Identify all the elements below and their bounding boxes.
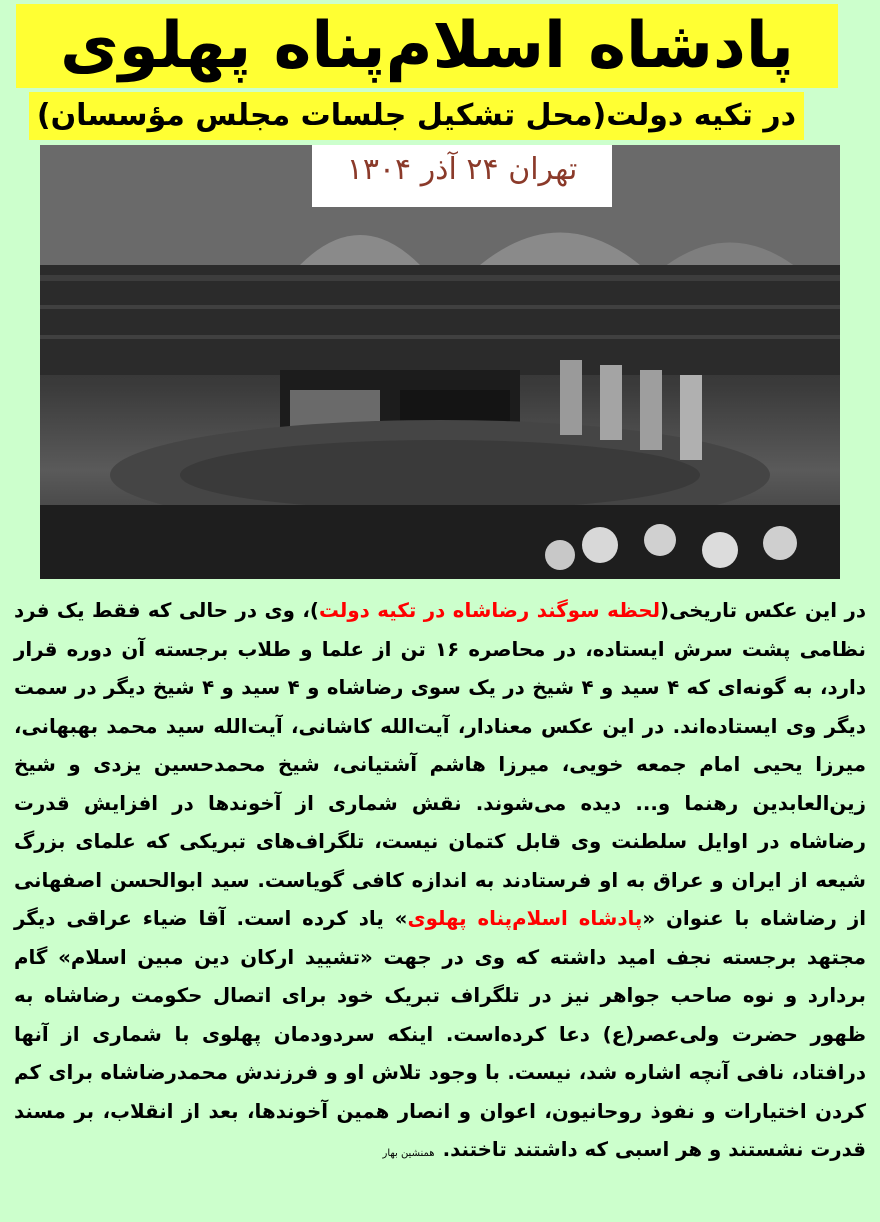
article-highlight: لحظه سوگند رضاشاه در تکیه دولت — [318, 599, 661, 622]
article-text-part: » یاد کرده است. آقا ضیاء عراقی دیگر مجتهد برجسته نجف امید داشته که وی در جهت «تشیید ارکان دین مبین اسلام» گام بردارد و نوه صاحب جواهر نیز در تلگراف تبریک خود برای اتصال حکومت رضاشاه به ظهور حضرت ولی‌عصر(ع) دعا کرده‌است. اینکه سردودمان پهلوی با شماری از آنها درافتاد، نافی آنچه اشاره شد، نیست. با وجود تلاش او و فرزندش محمدرضاشاه برای کم کردن اختیارات و نفوذ روحانیون، اعوان و انصار همین آخوندها، بعد از انقلاب، بر مسند قدرت نشستند و هر اسبی که داشتند تاختند. — [14, 907, 866, 1161]
page-title: پادشاه اسلام‌پناه پهلوی — [16, 4, 838, 88]
article-text-part: )، وی در حالی که فقط یک فرد نظامی پشت سرش ایستاده، در محاصره ۱۶ تن از علما و طلاب برجسته آن دوره قرار دارد، به گونه‌ای که ۴ سید و ۴ شیخ در یک سوی رضاشاه و ۴ سید و ۴ شیخ دیگر در سمت دیگر وی ایستاده‌اند. در این عکس معنادار، آیت‌الله کاشانی، آیت‌الله سید محمد بهبهانی، میرزا یحیی امام جمعه خویی، میرزا هاشم آشتیانی، شیخ محمدحسین یزدی و شیخ زین‌العابدین رهنما و... دیده می‌شوند. نقش شماری از آخوندها در افزایش قدرت رضاشاه در اوایل سلطنت وی قابل کتمان نیست، تلگراف‌های تبریکی که علمای بزرگ شیعه از ایران و عراق به او فرستادند به اندازه کافی گویاست. سید ابوالحسن اصفهانی از رضاشاه با عنوان « — [14, 599, 866, 930]
article-highlight: پادشاه اسلام‌پناه پهلوی — [407, 907, 643, 930]
page-subtitle: در تکیه دولت(محل تشکیل جلسات مجلس مؤسسان) — [29, 92, 804, 140]
credit-label: همنشین بهار — [382, 1148, 435, 1159]
article-text-part: در این عکس تاریخی( — [660, 599, 866, 622]
photo-caption: تهران ۲۴ آذر ۱۳۰۴ — [312, 145, 612, 207]
historical-photo — [40, 145, 840, 579]
article-text — [14, 592, 866, 1174]
photo-scene — [40, 145, 840, 579]
